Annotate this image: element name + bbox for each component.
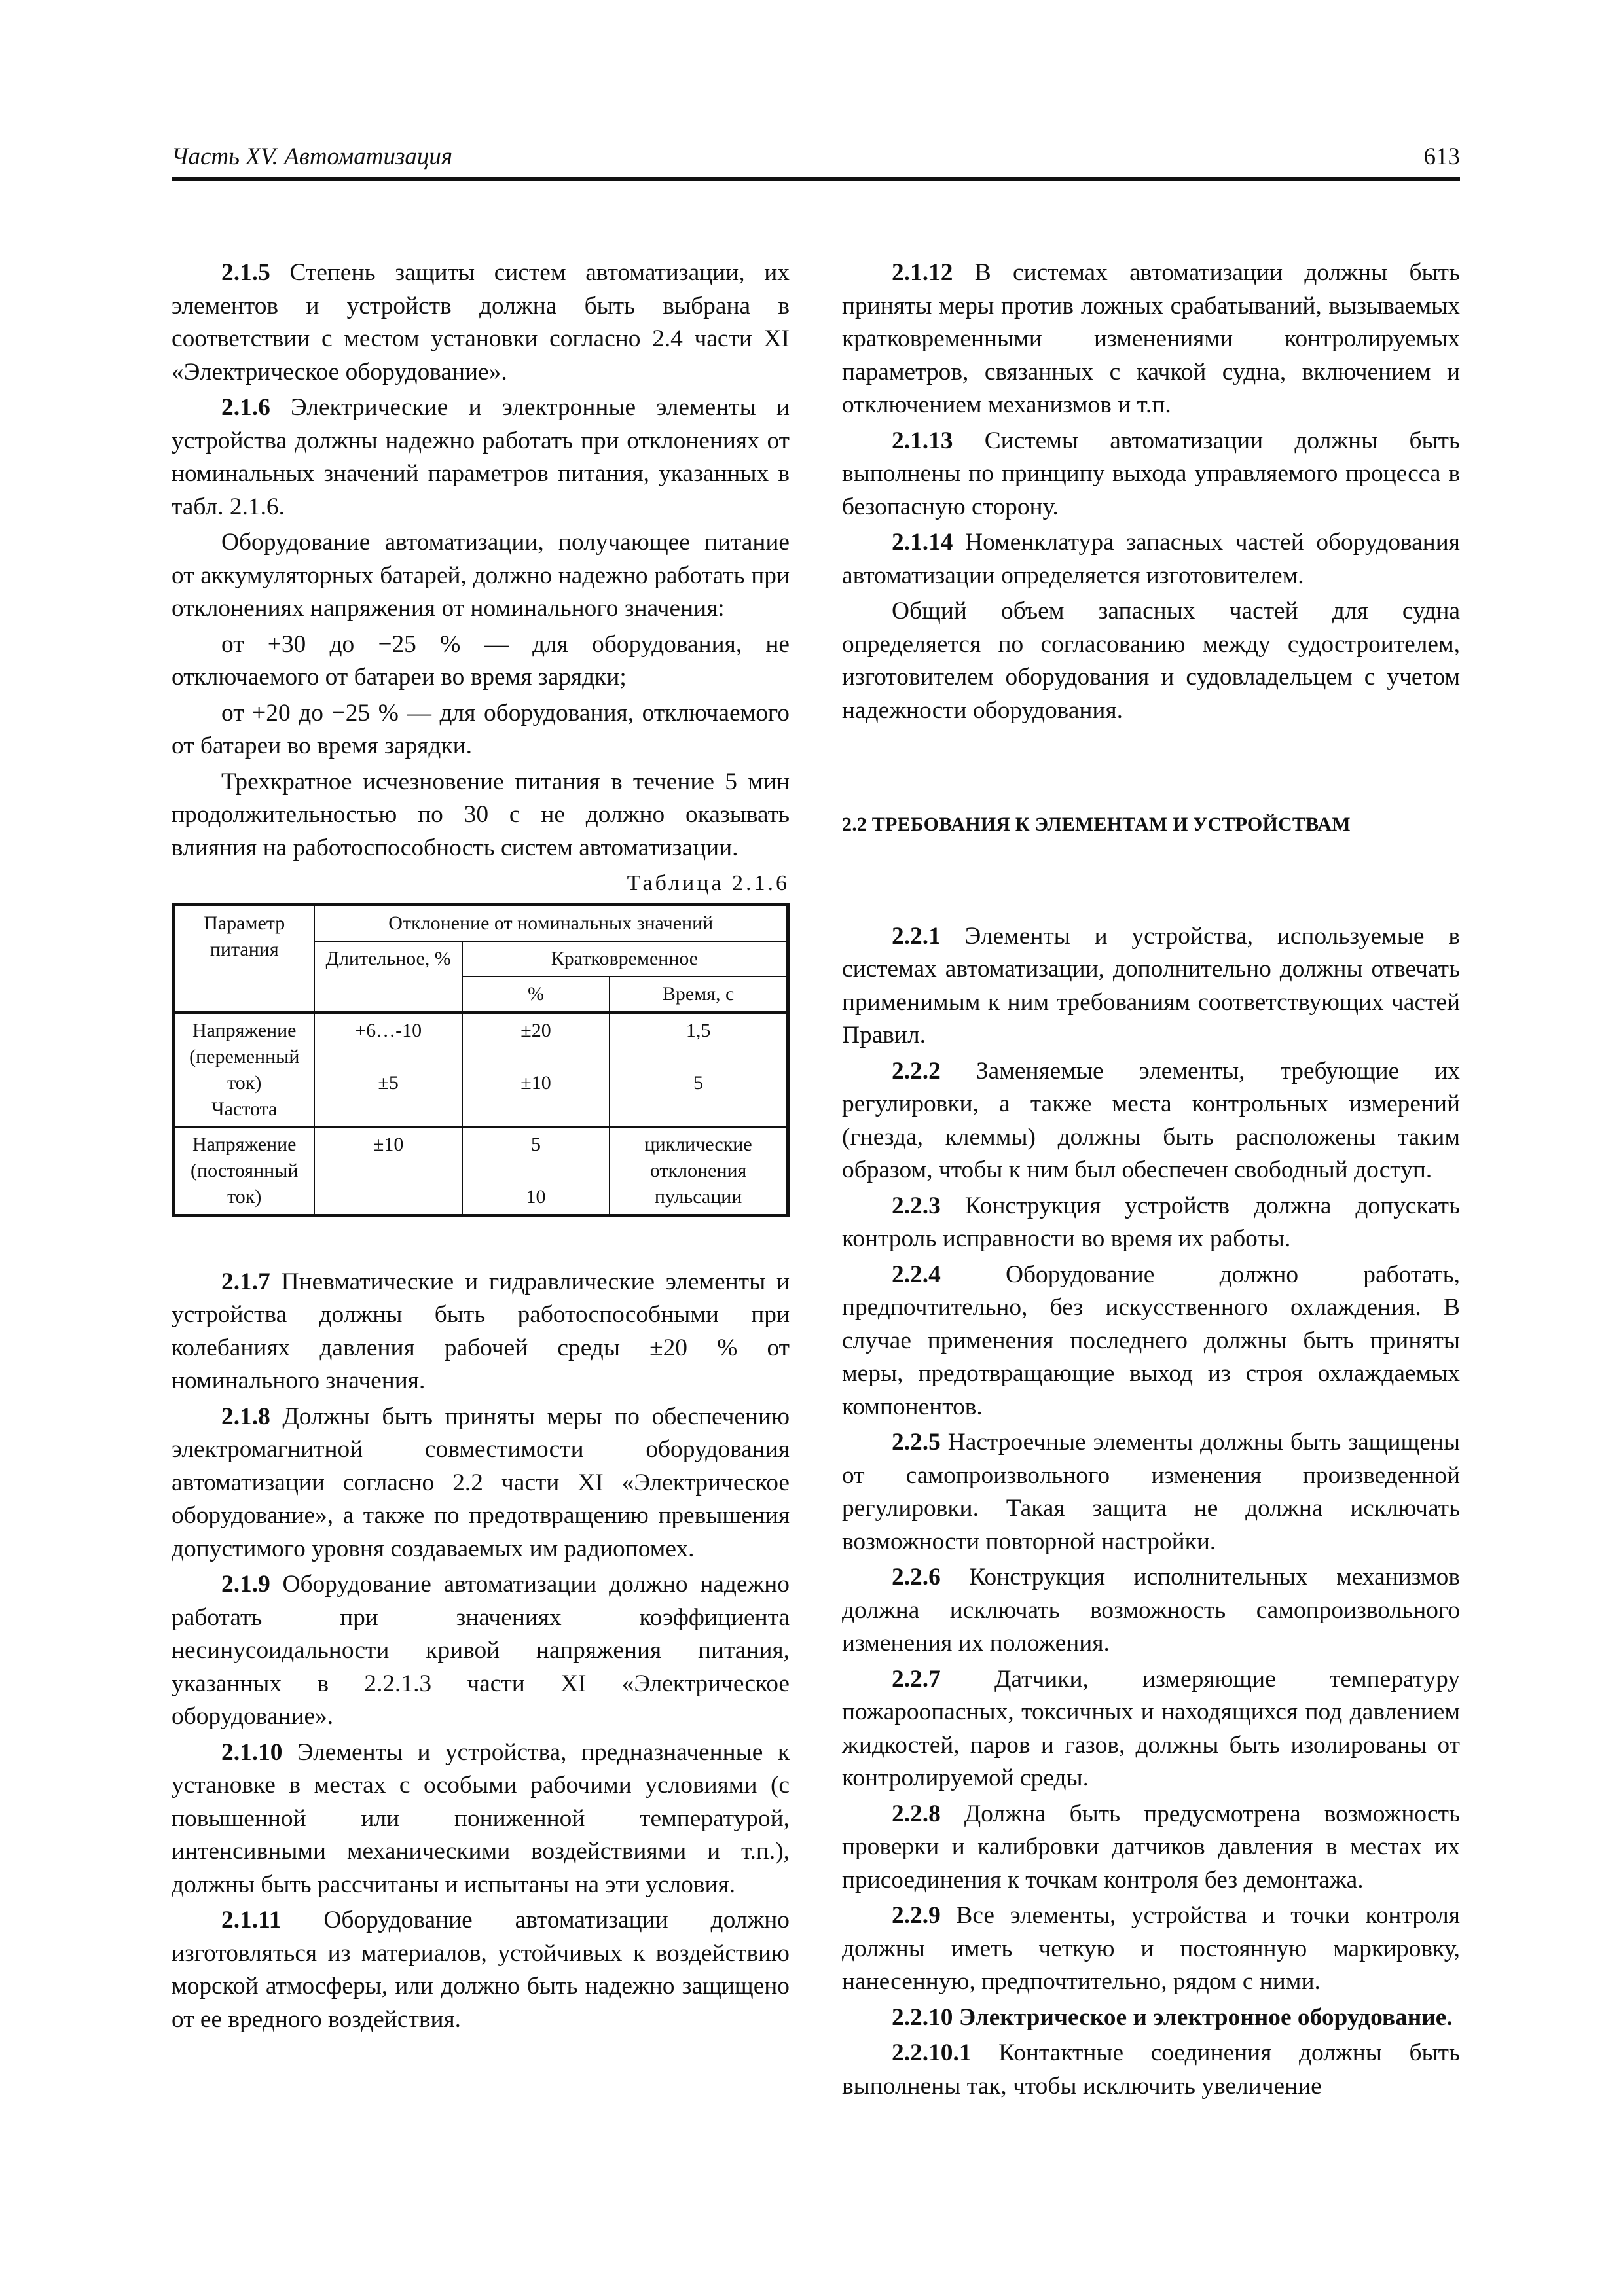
running-title: Часть XV. Автоматизация [172, 143, 453, 170]
clause-number: 2.1.7 [221, 1268, 270, 1295]
table-cell [462, 1013, 610, 1127]
clause-number: 2.2.3 [892, 1192, 941, 1219]
paragraph-2-2-4 [842, 1259, 1460, 1424]
clause-number: 2.1.8 [221, 1403, 270, 1430]
paragraph-text: Системы автоматизации должны быть выполнены по принципу выхода управляемого процесса в безопасную сторону. [842, 427, 1460, 520]
table-2-1-6 [172, 903, 790, 1217]
paragraph-2-2-8 [842, 1798, 1460, 1897]
clause-number: 2.2.1 [892, 922, 941, 950]
clause-number: 2.2.10.1 [892, 2039, 972, 2066]
header-cell: % [462, 977, 610, 1013]
paragraph-2-2-7 [842, 1663, 1460, 1795]
paragraph-2-2-10-1 [842, 2037, 1460, 2103]
paragraph-2-2-5 [842, 1426, 1460, 1558]
clause-number: 2.2.6 [892, 1564, 941, 1590]
paragraph-text: Элементы и устройства, предназначенные к установке в местах с особыми рабочими условиями (с повышенной или пониженной температурой, интенсивными механическими воздействиями и т.п.), должны быть рассчитаны и испытаны на эти условия. [172, 1738, 790, 1898]
cell-text: ±20 [520, 1019, 551, 1041]
paragraph-text: Элементы и устройства, используемые в системах автоматизации, дополнительно должны отвечать применимым к ним требованиям соответствующих частей Правил. [842, 922, 1460, 1049]
header-cell: Время, с [610, 977, 788, 1013]
cell-text: 5 [531, 1133, 541, 1155]
table-cell [173, 1013, 315, 1127]
paragraph-2-1-6 [172, 391, 790, 524]
left-column [172, 257, 790, 2039]
header-cell: Кратковременное [462, 941, 788, 977]
clause-number: 2.1.13 [892, 427, 953, 454]
paragraph-text: Конструкция исполнительных механизмов должна исключать возможность самопроизвольного изменения их положения. [842, 1564, 1460, 1657]
cell-text: ±10 [520, 1071, 551, 1094]
cell-text: Напряжение (переменный ток) [189, 1019, 300, 1094]
paragraph-2-2-9 [842, 1899, 1460, 1999]
section-heading: 2.2 ТРЕБОВАНИЯ К ЭЛЕМЕНТАМ И УСТРОЙСТВАМ [842, 814, 1351, 835]
cell-text: 1,5 [685, 1019, 711, 1041]
paragraph-text: Настроечные элементы должны быть защищены от самопроизвольного изменения произведенной регулировки. Такая защита не должна исключать возможности повторной настройки. [842, 1429, 1460, 1555]
table-cell [610, 1013, 788, 1127]
table-cell [462, 1127, 610, 1216]
clause-number: 2.1.14 [892, 529, 953, 556]
cell-text: Частота [211, 1098, 278, 1120]
page-number: 613 [1423, 143, 1460, 170]
clause-number: 2.1.9 [221, 1571, 270, 1598]
table-caption: Таблица 2.1.6 [627, 871, 790, 895]
clause-number: 2.1.5 [221, 259, 270, 286]
clause-number: 2.2.4 [892, 1261, 941, 1288]
header-cell: Параметр питания [173, 905, 315, 1013]
paragraph-text: Оборудование должно работать, предпочтительно, без искусственного охлаждения. В случае применения последнего должны быть приняты меры, предотвращающие выход из строя охлаждаемых компонентов. [842, 1261, 1460, 1420]
header-cell: Отклонение от номинальных значений [314, 905, 788, 941]
cell-text: 10 [526, 1185, 546, 1208]
right-column [842, 257, 1460, 2106]
paragraph-text: Оборудование автоматизации, получающее питание от аккумуляторных батарей, должно надежно работать при отклонениях напряжения от номинального значения: [172, 529, 790, 622]
paragraph-text: Оборудование автоматизации должно изготовляться из материалов, устойчивых к воздействию морской атмосферы, или должно быть надежно защищено от ее вредного воздействия. [172, 1907, 790, 2033]
clause-number: 2.1.6 [221, 394, 270, 421]
header-cell: Длительное, % [314, 941, 462, 1013]
paragraph-2-1-9 [172, 1568, 790, 1734]
paragraph-2-1-5 [172, 257, 790, 389]
paragraph-text: Конструкция устройств должна допускать контроль исправности во время их работы. [842, 1192, 1460, 1252]
paragraph-text: Все элементы, устройства и точки контроля должны иметь четкую и постоянную маркировку, нанесенную, предпочтительно, рядом с ними. [842, 1902, 1460, 1995]
spacer [172, 1217, 790, 1266]
paragraph-2-1-7 [172, 1266, 790, 1398]
paragraph-text: Заменяемые элементы, требующие их регулировки, а также места контрольных измерений (гнезда, клеммы) должны быть расположены таким образом, чтобы к ним был обеспечен свободный доступ. [842, 1057, 1460, 1183]
clause-number: 2.2.5 [892, 1429, 941, 1456]
paragraph-text: Оборудование автоматизации должно надежно работать при значениях коэффициента несинусоидальности кривой напряжения питания, указанных в 2.2.1.3 части XI «Электрическое оборудование». [172, 1571, 790, 1730]
paragraph-text: Должна быть предусмотрена возможность проверки и калибровки датчиков давления в местах их присоединения к точкам контроля без демонтажа. [842, 1800, 1460, 1893]
paragraph-text: Степень защиты систем автоматизации, их элементов и устройств должна быть выбрана в соответствии с местом установки согласно 2.4 части XI «Электрическое оборудование». [172, 259, 790, 386]
cell-text: +6…-10 [355, 1019, 422, 1041]
paragraph-2-1-11 [172, 1904, 790, 2036]
paragraph-2-2-2 [842, 1055, 1460, 1187]
clause-number: 2.1.12 [892, 259, 953, 286]
paragraph-text: Общий объем запасных частей для судна определяется по согласованию между судостроителем, изготовителем оборудования и судовладельцем с учетом надежности оборудования. [842, 598, 1460, 724]
paragraph-2-1-8 [172, 1401, 790, 1566]
clause-number: 2.2.2 [892, 1057, 941, 1085]
paragraph-2-2-3 [842, 1190, 1460, 1256]
paragraph-2-2-1 [842, 920, 1460, 1052]
paragraph-text: Электрические и электронные элементы и устройства должны надежно работать при отклонениях от номинальных значений параметров питания, указанных в табл. 2.1.6. [172, 394, 790, 520]
paragraph-text: Номенклатура запасных частей оборудования автоматизации определяется изготовителем. [842, 529, 1460, 589]
paragraph-text: В системах автоматизации должны быть приняты меры против ложных срабатываний, вызываемых кратковременными изменениями контролируемых параметров, связанных с качкой судна, включением и отключением механизмов и т.п. [842, 259, 1460, 418]
clause-number: 2.2.8 [892, 1800, 941, 1827]
cell-text: ±5 [378, 1071, 399, 1094]
paragraph-text: Датчики, измеряющие температуру пожароопасных, токсичных и находящихся под давлением жидкостей, паров и газов, должны быть изолированы от контролируемой среды. [842, 1665, 1460, 1791]
paragraph-text: от +30 до −25 % — для оборудования, не отключаемого от батареи во время зарядки; [172, 630, 790, 691]
paragraph-2-1-14 [842, 526, 1460, 592]
table-cell: ±10 [314, 1127, 462, 1216]
paragraph-text: Должны быть приняты меры по обеспечению электромагнитной совместимости оборудования автоматизации согласно 2.2 части XI «Электрическое оборудование», а также по предотвращению превышения допустимого уровня создаваемых им радиопомех. [172, 1403, 790, 1562]
paragraph-2-1-13 [842, 425, 1460, 524]
paragraph-2-1-10 [172, 1736, 790, 1902]
paragraph-text: Контактные соединения должны быть выполнены так, чтобы исключить увеличение [842, 2039, 1460, 2100]
paragraph-text: от +20 до −25 % — для оборудования, отключаемого от батареи во время зарядки. [172, 699, 790, 759]
clause-number: 2.1.10 [221, 1738, 283, 1766]
clause-number: 2.2.7 [892, 1665, 941, 1693]
table-cell [314, 1013, 462, 1127]
table-cell: циклические отклонения пульсации [610, 1127, 788, 1216]
paragraph-2-1-12 [842, 257, 1460, 422]
clause-number: 2.1.11 [221, 1907, 282, 1933]
paragraph-2-2-6 [842, 1561, 1460, 1660]
paragraph-text: Трехкратное исчезновение питания в течение 5 мин продолжительностью по 30 с не должно оказывать влияния на работоспособность систем автоматизации. [172, 768, 790, 861]
page-header [172, 143, 1460, 181]
paragraph-text: Пневматические и гидравлические элементы и устройства должны быть работоспособными при колебаниях давления рабочей среды ±20 % от номинального значения. [172, 1268, 790, 1394]
table-cell: Напряжение (постоянный ток) [173, 1127, 315, 1216]
cell-text: 5 [693, 1071, 704, 1094]
subsection-heading-2-2-10: 2.2.10 Электрическое и электронное оборудование. [892, 2003, 1453, 2031]
clause-number: 2.2.9 [892, 1902, 941, 1929]
